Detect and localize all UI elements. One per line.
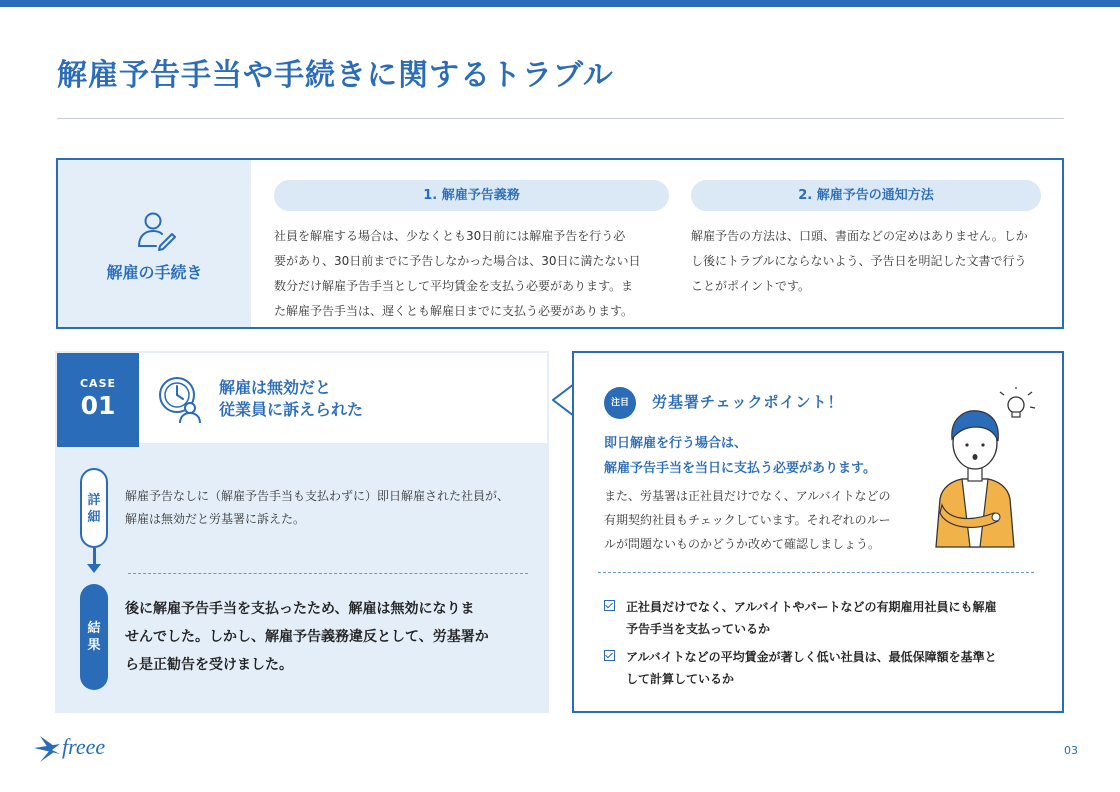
case-header [55, 351, 549, 445]
person-with-lightbulb-icon [918, 387, 1036, 555]
procedure-heading-1: 1. 解雇予告義務 [274, 180, 669, 211]
checkpoint-body: また、労基署は正社員だけでなく、アルバイトなどの 有期契約社員もチェックしています。それぞれのルー ルが問題ないものかどうか改めて確認しましょう。 [604, 489, 891, 551]
bird-icon [34, 736, 60, 762]
freee-logo [32, 728, 132, 768]
page-number: 03 [1064, 744, 1078, 757]
checkpoint-card: 注目 労基署チェックポイント！ 即日解雇を行う場合は、 解雇予告手当を当日に支払う必要があります。 また、労基署は正社員だけでなく、アルバイトなどの 有期契約社員もチェックしています。それぞれのルー ルが問題ないものかどうか改めて確認しましょう。 正社員だけでなく、アルバイトやパートなどの有期雇用社員にも解雇 予告手当を支払っているか アルバイトなどの平均賃金が著しく低い社員は、最低保障額を基準と して計算しているか [572, 351, 1064, 713]
attention-badge: 注目 [604, 387, 636, 419]
case-result-text: 後に解雇予告手当を支払ったため、解雇は無効になりま せんでした。しかし、解雇予告義務違反として、労基署か ら是正勧告を受けました。 [125, 601, 489, 673]
procedure-label: 解雇の手続き [106, 263, 203, 282]
procedure-label-panel [58, 160, 251, 327]
clock-worker-icon [157, 375, 207, 425]
case-divider [128, 573, 528, 574]
procedure-text-2: 解雇予告の方法は、口頭、書面などの定めはありません。しか し後にトラブルにならないよう、予告日を明記した文書で行う ことがポイントです。 [691, 229, 1028, 293]
result-label: 結 果 [80, 584, 108, 690]
procedure-box [56, 158, 1064, 329]
case-detail-text: 解雇予告なしに（解雇予告手当も支払わずに）即日解雇された社員が、 解雇は無効だと労基署に訴えた。 [125, 489, 510, 526]
case-badge [57, 353, 139, 447]
case-headline: 解雇は無効だと 従業員に訴えられた [219, 378, 364, 419]
case-number: 01 [80, 391, 116, 420]
detail-label: 詳 細 [80, 468, 108, 548]
checkpoint-title: 労基署チェックポイント！ [652, 393, 844, 411]
flow-arrow-head [87, 564, 101, 573]
procedure-text-1: 社員を解雇する場合は、少なくとも30日前には解雇予告を行う必 要があり、30日前までに予告しなかった場合は、30日に満たない日 数分だけ解雇予告手当として平均賃金を支払う必要があります。ま た解雇予告手当は、遅くとも解雇日までに支払う必要があります。 [274, 229, 641, 318]
callout-tail [552, 383, 574, 417]
case-label: CASE [79, 377, 117, 390]
case-card [55, 351, 549, 713]
checkpoint-lead: 即日解雇を行う場合は、 解雇予告手当を当日に支払う必要があります。 [604, 436, 876, 476]
top-accent-bar [0, 0, 1120, 7]
checkpoint-divider [598, 572, 1034, 573]
svg-text:freee: freee [62, 734, 106, 759]
page-title: 解雇予告手当や手続きに関するトラブル [57, 58, 614, 93]
title-divider [57, 118, 1064, 119]
checkbox-icon [604, 650, 615, 661]
person-pen-icon [136, 210, 176, 252]
procedure-heading-2: 2. 解雇予告の通知方法 [691, 180, 1041, 211]
lightbulb-icon [1000, 387, 1035, 417]
checkbox-icon [604, 600, 615, 611]
